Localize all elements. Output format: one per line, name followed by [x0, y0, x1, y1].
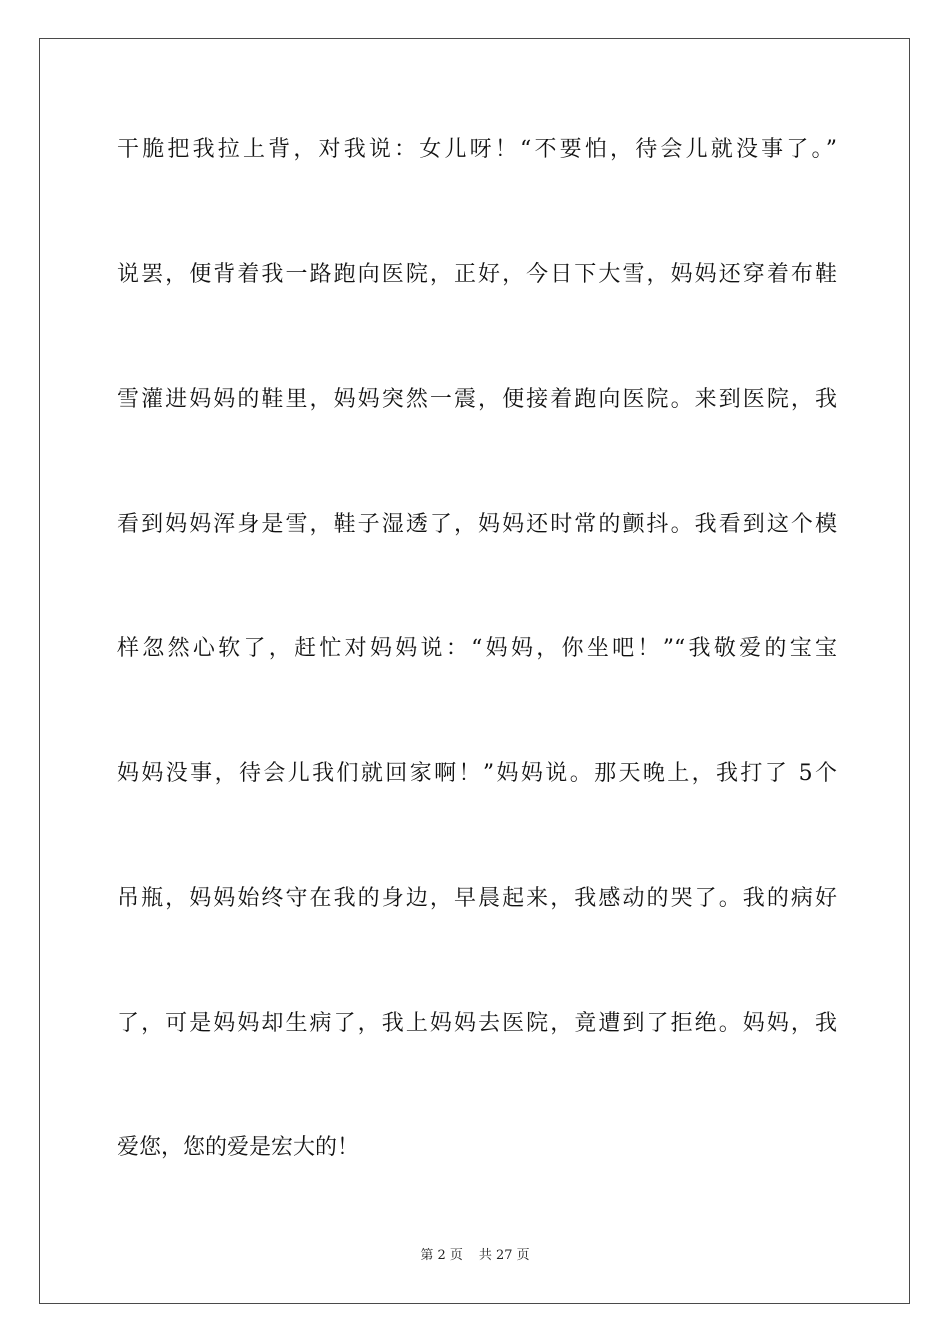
text-line: 看到妈妈浑身是雪，鞋子湿透了，妈妈还时常的颤抖。我看到这个模	[117, 512, 837, 537]
page-total: 共 27 页	[478, 1248, 530, 1263]
text-line-last: 爱您，您的爱是宏大的！	[117, 1135, 360, 1160]
text-line: 样忽然心软了，赶忙对妈妈说：“妈妈，你坐吧！”“我敬爱的宝宝	[117, 636, 837, 661]
text-line: 了，可是妈妈却生病了，我上妈妈去医院，竟遭到了拒绝。妈妈，我	[117, 1011, 837, 1036]
text-line: 妈妈没事，待会儿我们就回家啊！”妈妈说。那天晚上，我打了 5个	[117, 761, 837, 786]
text-line: 干脆把我拉上背，对我说：女儿呀！“不要怕，待会儿就没事了。”	[117, 137, 837, 162]
page-frame	[39, 38, 910, 1304]
text-line: 说罢，便背着我一路跑向医院，正好，今日下大雪，妈妈还穿着布鞋	[117, 262, 837, 287]
page-number: 第 2 页	[420, 1248, 463, 1263]
text-line: 雪灌进妈妈的鞋里，妈妈突然一震，便接着跑向医院。来到医院，我	[117, 387, 837, 412]
text-line: 吊瓶，妈妈始终守在我的身边，早晨起来，我感动的哭了。我的病好	[117, 886, 837, 911]
page-footer	[0, 1247, 950, 1265]
